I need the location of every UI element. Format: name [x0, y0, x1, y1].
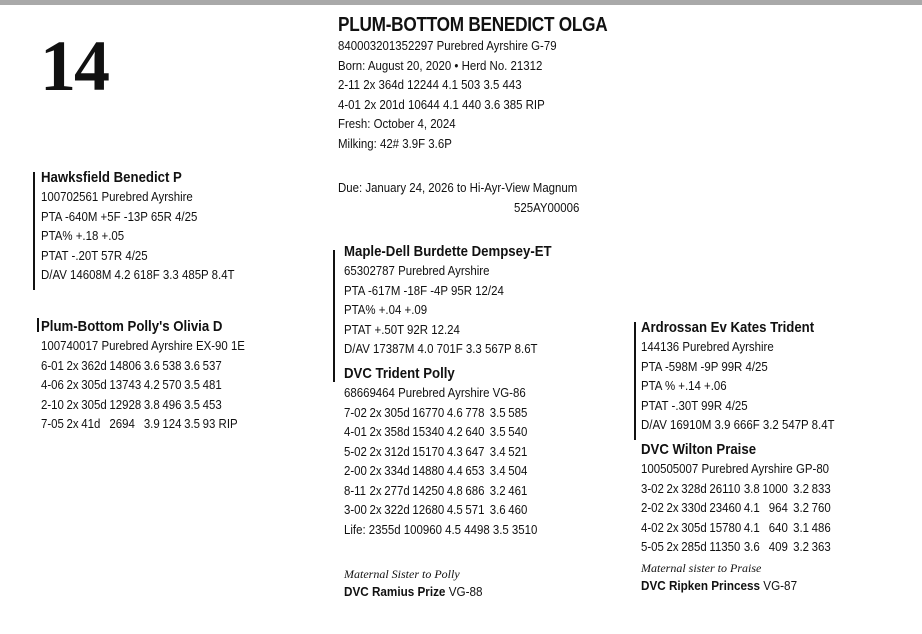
protein: 481: [202, 377, 222, 393]
milkings: 2x: [66, 396, 79, 412]
mgs-name: Maple-Dell Burdette Dempsey-ET: [344, 243, 552, 260]
main-record-2: 4-01 2x 201d 10644 4.1 440 3.6 385 RIP: [338, 96, 545, 112]
sire-block: [41, 168, 261, 285]
fat-pct: 3.6: [743, 539, 760, 555]
days: 41d: [81, 416, 101, 432]
milkings: 2x: [369, 443, 382, 459]
dam-name: Plum-Bottom Polly's Olivia D: [41, 318, 223, 335]
days: 330d: [681, 500, 707, 516]
age: 5-02: [344, 443, 367, 459]
sire-pta: PTA -640M +5F -13P 65R 4/25: [41, 208, 198, 224]
mgd-lifetime: Life: 2355d 100960 4.5 4498 3.5 3510: [344, 521, 538, 537]
protein-pct: 3.2: [793, 539, 810, 555]
mggs-dav: D/AV 16910M 3.9 666F 3.2 547P 8.4T: [641, 417, 835, 433]
protein-pct: 3.6: [184, 357, 201, 373]
fat: 496: [162, 396, 182, 412]
mgd-sister-name: DVC Ramius Prize: [344, 584, 446, 599]
fat-pct: 3.8: [143, 396, 160, 412]
fat: 538: [162, 357, 182, 373]
protein: 585: [508, 404, 528, 420]
age: 4-01: [344, 424, 367, 440]
fat: 640: [465, 424, 485, 440]
table-row: [344, 422, 533, 442]
main-record-1: 2-11 2x 364d 12244 4.1 503 3.5 443: [338, 77, 522, 93]
mggs-reg: 144136 Purebred Ayrshire: [641, 339, 774, 354]
mgs-dav: D/AV 17387M 4.0 701F 3.3 567P 8.6T: [344, 341, 538, 357]
milk: 2694: [109, 416, 135, 432]
protein-pct: 3.4: [489, 463, 506, 479]
age: 5-05: [641, 539, 664, 555]
fat: 570: [162, 377, 182, 393]
milk: 11350: [709, 539, 741, 555]
milk: 12680: [412, 502, 445, 518]
age: 2-02: [641, 500, 664, 516]
fat: 964: [768, 500, 788, 516]
table-row: [641, 479, 833, 499]
protein-pct: 3.5: [489, 424, 506, 440]
table-row: [344, 481, 533, 501]
days: 305d: [384, 404, 410, 420]
table-row: [41, 356, 240, 376]
days: 305d: [81, 377, 107, 393]
protein: 504: [508, 463, 528, 479]
fat: 1000: [762, 480, 788, 496]
fat-pct: 4.4: [446, 463, 463, 479]
days: 305d: [81, 396, 107, 412]
mgs-ptat: PTAT +.50T 92R 12.24: [344, 321, 460, 337]
milk: 14806: [109, 357, 142, 373]
mgd-sister: [344, 582, 483, 602]
protein: 363: [811, 539, 831, 555]
protein-pct: 3.2: [489, 482, 506, 498]
days: 312d: [384, 443, 410, 459]
table-row: [41, 395, 240, 415]
fat-pct: 4.8: [446, 482, 463, 498]
due-code: 525AY00006: [514, 199, 580, 215]
mggs-name: Ardrossan Ev Kates Trident: [641, 319, 815, 336]
fat-pct: 4.2: [143, 377, 160, 393]
age: 2-10: [41, 396, 64, 412]
milk: 14880: [412, 463, 445, 479]
table-row: [641, 498, 833, 518]
lot-number: 14: [40, 26, 108, 106]
protein-pct: 3.5: [184, 416, 201, 432]
mggs-pta: PTA -598M -9P 99R 4/25: [641, 358, 768, 374]
milkings: 2x: [666, 539, 679, 555]
fat-pct: 4.3: [446, 443, 463, 459]
fat: 653: [465, 463, 485, 479]
mggs-bracket: [634, 322, 636, 440]
milkings: 2x: [66, 377, 79, 393]
milk: 15780: [709, 519, 742, 535]
mggd-sister-note: Maternal sister to Praise: [641, 561, 762, 575]
fat: 571: [465, 502, 485, 518]
protein-pct: 3.4: [489, 443, 506, 459]
milkings: 2x: [369, 502, 382, 518]
age: 7-05: [41, 416, 64, 432]
milk: 16770: [412, 404, 445, 420]
protein-pct: 3.2: [793, 480, 810, 496]
days: 358d: [384, 424, 410, 440]
protein: 521: [508, 443, 528, 459]
table-row: [344, 403, 533, 423]
table-row: [41, 414, 240, 434]
fat-pct: 3.9: [143, 416, 160, 432]
mgd-block: [344, 364, 564, 539]
mggs-pta-pct: PTA % +.14 +.06: [641, 378, 727, 394]
mgd-sister-class: VG-88: [448, 584, 483, 599]
days: 322d: [384, 502, 410, 518]
age: 2-00: [344, 463, 367, 479]
dam-block: [41, 317, 273, 434]
mgs-pta-pct: PTA% +.04 +.09: [344, 302, 428, 318]
age: 8-11: [344, 482, 367, 498]
age: 3-02: [641, 480, 664, 496]
protein: 537: [202, 357, 222, 373]
milk: 23460: [709, 500, 742, 516]
mggd-sister-name: DVC Ripken Princess: [641, 578, 760, 593]
protein: 93 RIP: [202, 416, 238, 432]
milk: 12928: [109, 396, 142, 412]
mgs-reg: 65302787 Purebred Ayrshire: [344, 263, 490, 278]
milk: 15170: [412, 443, 445, 459]
milk: 15340: [412, 424, 445, 440]
days: 285d: [681, 539, 707, 555]
mggd-sister-block: [641, 560, 814, 596]
mgd-name: DVC Trident Polly: [344, 365, 455, 382]
fat: 409: [768, 539, 788, 555]
milkings: 2x: [666, 519, 679, 535]
mgd-sister-block: [344, 566, 498, 602]
top-rule: [0, 0, 922, 5]
mggd-sister-class: VG-87: [763, 578, 798, 593]
milkings: 2x: [369, 404, 382, 420]
fat-pct: 4.1: [743, 519, 760, 535]
fat: 124: [162, 416, 182, 432]
fat-pct: 3.8: [743, 480, 760, 496]
dam-records: [41, 356, 240, 434]
protein-pct: 3.6: [489, 502, 506, 518]
main-animal-block: [338, 14, 651, 154]
protein-pct: 3.2: [793, 500, 810, 516]
days: 305d: [681, 519, 707, 535]
days: 328d: [681, 480, 707, 496]
protein: 833: [811, 480, 831, 496]
sire-dav: D/AV 14608M 4.2 618F 3.3 485P 8.4T: [41, 267, 235, 283]
table-row: [41, 375, 240, 395]
milkings: 2x: [369, 463, 382, 479]
protein-pct: 3.5: [184, 377, 201, 393]
sire-pta-pct: PTA% +.18 +.05: [41, 228, 125, 244]
due-block: [338, 178, 612, 217]
milkings: 2x: [666, 500, 679, 516]
mgd-reg: 68669464 Purebred Ayrshire VG-86: [344, 385, 526, 400]
fat: 640: [768, 519, 788, 535]
milk: 26110: [709, 480, 741, 496]
mgs-block: [344, 242, 580, 359]
protein-pct: 3.5: [184, 396, 201, 412]
table-row: [641, 537, 833, 557]
protein-pct: 3.5: [489, 404, 506, 420]
mggd-reg: 100505007 Purebred Ayrshire GP-80: [641, 461, 830, 476]
sire-ptat: PTAT -.20T 57R 4/25: [41, 247, 148, 263]
main-reg: 840003201352297 Purebred Ayrshire G-79: [338, 38, 557, 53]
table-row: [344, 500, 533, 520]
main-born: Born: August 20, 2020 • Herd No. 21312: [338, 57, 543, 73]
sire-reg: 100702561 Purebred Ayrshire: [41, 189, 193, 204]
mggd-block: [641, 440, 860, 557]
due-line: Due: January 24, 2026 to Hi-Ayr-View Magnum: [338, 180, 578, 195]
milk: 13743: [109, 377, 142, 393]
milkings: 2x: [66, 357, 79, 373]
age: 7-02: [344, 404, 367, 420]
milkings: 2x: [369, 482, 382, 498]
mggs-block: [641, 318, 861, 435]
fat: 686: [465, 482, 485, 498]
mggd-sister: [641, 576, 797, 596]
main-fresh: Fresh: October 4, 2024: [338, 116, 456, 132]
milkings: 2x: [369, 424, 382, 440]
age: 3-00: [344, 502, 367, 518]
main-animal-name: PLUM-BOTTOM BENEDICT OLGA: [338, 14, 608, 36]
mggd-records: [641, 479, 833, 557]
fat-pct: 4.2: [446, 424, 463, 440]
days: 334d: [384, 463, 410, 479]
table-row: [641, 518, 833, 538]
protein: 460: [508, 502, 528, 518]
protein: 486: [811, 519, 831, 535]
protein: 760: [811, 500, 831, 516]
fat: 778: [465, 404, 485, 420]
mgd-bracket: [333, 366, 335, 382]
milkings: 2x: [666, 480, 679, 496]
days: 277d: [384, 482, 410, 498]
protein: 453: [202, 396, 222, 412]
fat-pct: 4.6: [446, 404, 463, 420]
mgd-sister-note: Maternal Sister to Polly: [344, 567, 460, 581]
mggs-ptat: PTAT -.30T 99R 4/25: [641, 397, 748, 413]
age: 4-06: [41, 377, 64, 393]
mggd-name: DVC Wilton Praise: [641, 441, 757, 458]
protein-pct: 3.1: [793, 519, 810, 535]
protein: 461: [508, 482, 528, 498]
dam-bracket: [37, 318, 39, 332]
fat: 647: [465, 443, 485, 459]
age: 4-02: [641, 519, 664, 535]
milk: 14250: [412, 482, 445, 498]
main-milking: Milking: 42# 3.9F 3.6P: [338, 135, 452, 151]
sire-name: Hawksfield Benedict P: [41, 169, 182, 186]
protein: 540: [508, 424, 528, 440]
table-row: [344, 461, 533, 481]
mgd-records: [344, 403, 533, 520]
mgs-pta: PTA -617M -18F -4P 95R 12/24: [344, 282, 504, 298]
days: 362d: [81, 357, 107, 373]
table-row: [344, 442, 533, 462]
mgs-bracket: [333, 250, 335, 370]
fat-pct: 3.6: [143, 357, 160, 373]
sire-bracket: [33, 172, 35, 290]
dam-reg: 100740017 Purebred Ayrshire EX-90 1E: [41, 338, 245, 353]
milkings: 2x: [66, 416, 79, 432]
fat-pct: 4.1: [743, 500, 760, 516]
fat-pct: 4.5: [446, 502, 463, 518]
age: 6-01: [41, 357, 64, 373]
